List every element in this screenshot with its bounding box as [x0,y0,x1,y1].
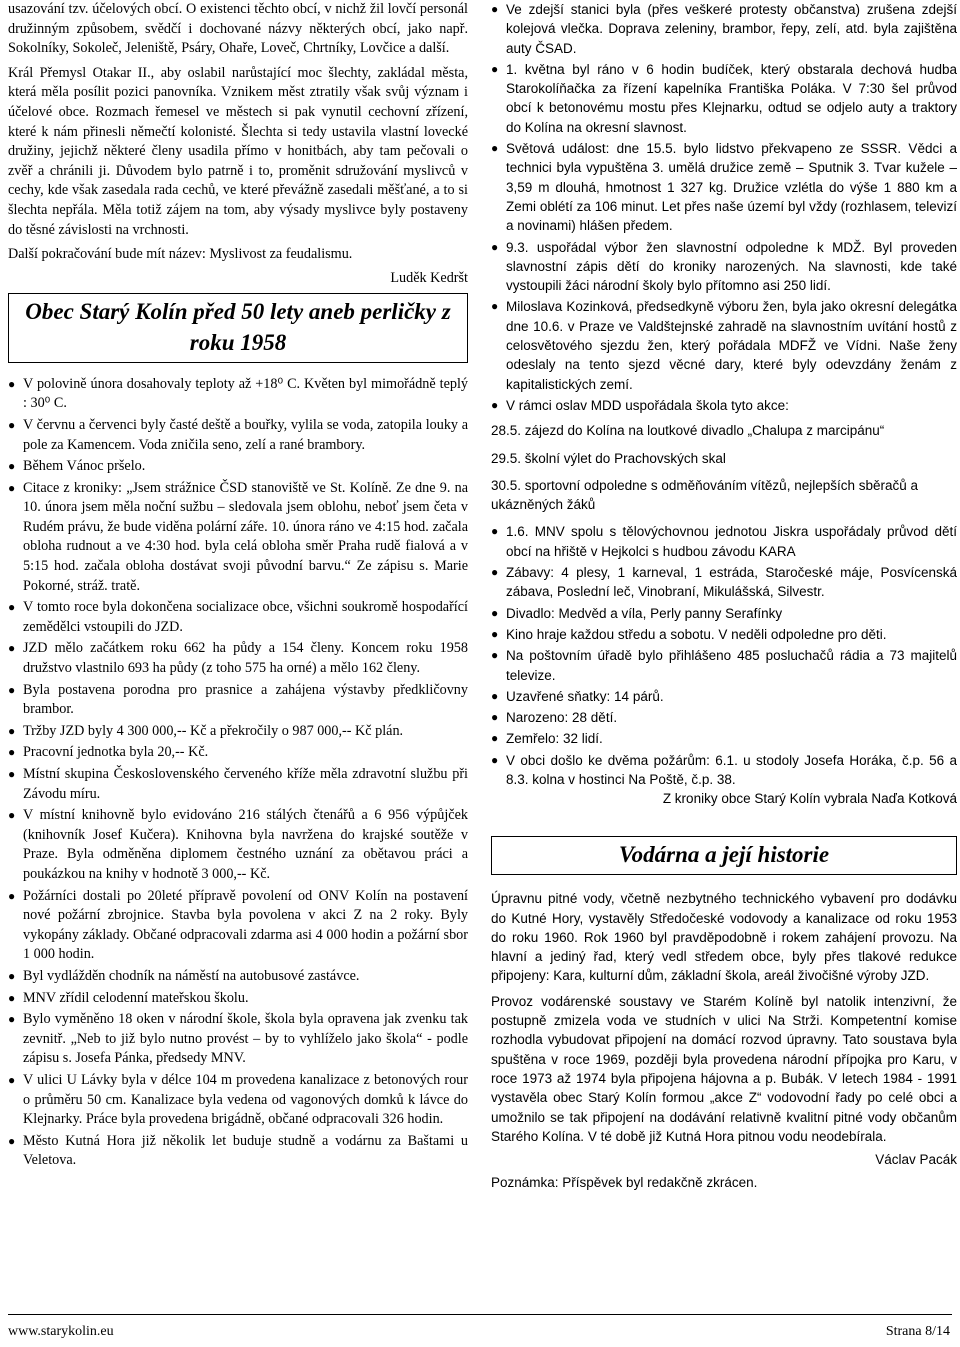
list-item: ● Uzavřené sňatky: 14 párů. [491,687,957,706]
page-number: Strana 8/14 [885,1324,950,1339]
article-paragraph: Provoz vodárenské soustavy ve Starém Kolíně byl natolik intenzivní, že postupně zmizela voda ve studních v ulici Na Strži. Kompetentní komise rozhodla vybudovat připojení na domácí rozvod úpravny. Tato soustava byla spuštěna v roce 1969, později byla provedena národní přípojka pro Karu, v roce 1973 až 1974 byla připojena hájovna a p. Bubák. V letech 1984 - 1991 vystavěla obec Starý Kolín formou „akce Z“ vodovodní řady po celé obci a umožnilo se tak připojení na dodávání relativně kvalitní pitné vody občanům Starého Kolína. V té době již Kutná Hora pitnou vodu neodebírala. [491,993,957,1144]
list-item: ● Na poštovním úřadě bylo přihlášeno 485 posluchačů rádia a 73 majitelů televize. [491,648,957,683]
bullet-icon: ● [8,808,16,823]
chronicle-credit: Z kroniky obce Starý Kolín vybrala Naďa Kotková [662,791,957,807]
bullet-icon: ● [491,731,499,746]
list-item: ● Byl vydlážděn chodník na náměstí na autobusové zastávce. [8,967,468,987]
bullet-icon: ● [8,417,16,432]
bullet-icon: ● [491,524,499,539]
list-item: ● Místní skupina Československého červeného kříže měla zdravotní službu při Závodu míru. [8,766,468,802]
right-column [491,0,957,1200]
bullet-icon: ● [491,141,499,156]
bullet-icon: ● [491,2,499,16]
list-item: ● Bylo vyměněno 18 oken v národní škole, škola byla opravena jak zvenku tak zevnitř. „Neb to již bylo nutno provést – by to vyhlíželo jako škola“ - podle zápisu s. Josefa Pánka, předsedy MNV. [8,1011,468,1067]
list-item: ● Ve zdejší stanici byla (přes veškeré protesty občanstva) zrušena zdejší kolejová vlečka. Doprava zeleniny, brambor, řepy, zelí, atd. byla zajištěna auty ČSAD. [491,2,957,56]
left-column [8,0,468,1173]
bullet-icon: ● [8,1072,16,1087]
article-title: Obec Starý Kolín před 50 lety aneb perličky z roku 1958 [8,293,468,363]
article-author: Luděk Kedršt [390,269,468,286]
bullet-icon: ● [491,397,499,412]
bullet-icon: ● [491,299,499,314]
bullet-icon: ● [491,710,499,725]
list-item: ● Zemřelo: 32 lidí. [491,729,957,748]
list-item: ● V ulici U Lávky byla v délce 104 m provedena kanalizace z betonových rour o průměru 50 cm. Kanalizace byla vedena od vagonových domků k lávce do Klejnarky. Práce byla provedena brigádně, občané odpracovali 326 hodin. [8,1071,468,1128]
list-item: ● Citace z kroniky: „Jsem strážnice ČSD stanoviště ve St. Kolíně. Ze dne 9. na 10. února jsem měla noční sužbu – sledovala jsem oblohu, neboť jsem četa v Rudém právu, že bude viděna polární záře. 10. února ráno ve 4:15 hod. začala obloha rudnout a ve 4:30 hod. byla celá obloha směr Praha rudě fialová a v 5:15 hod. začala obloha dostávat svoji původní barvu.“ Ze zápisu s. Marie Pokorné, stráž. tratě. [8,479,468,594]
chronicle-list [8,375,468,1171]
list-item: ● Kino hraje každou středu a sobotu. V neděli odpoledne pro děti. [491,625,957,644]
bullet-icon: ● [8,376,16,391]
mdd-event-line: 30.5. sportovní odpoledne s odměňováním vítězů, nejlepších sběračů a ukázněných žáků [491,477,919,513]
bullet-icon: ● [8,1133,16,1148]
list-item: ● V tomto roce byla dokončena socializace obce, všichni soukromě hospodařící zemědělci vstoupili do JZD. [8,599,468,635]
bullet-icon: ● [491,605,499,620]
mdd-event-line: 28.5. zájezd do Kolína na loutkové divadlo „Chalupa z marcipánu“ [491,423,885,439]
list-item: ● Miloslava Kozinková, předsedkyně výboru žen, byla jako okresní delegátka dne 10.6. v Praze ve Valdštejnské zahradě na slavnostním uvítání hostů z celosvětového sjezdu žen, který pořádala MDFŽ ve Vídni. Naše ženy odeslaly na tento sjezd věcné dary, které byly odevzdány ženám z kapitalistických zemí. [491,299,957,392]
bullet-icon: ● [491,752,499,767]
bullet-icon: ● [8,682,16,697]
mdd-event-line: 29.5. školní výlet do Prachovských skal [491,450,726,466]
list-item: ● MNV zřídil celodenní mateřskou školu. [8,989,468,1009]
chronicle-list-continued [491,522,957,789]
bullet-icon: ● [8,480,16,495]
bullet-icon: ● [8,641,16,656]
bullet-icon: ● [8,990,16,1005]
list-item: ● Požárníci dostali po 20leté přípravě povolení od ONV Kolín na postavení nové požární zbrojnice. Stavba byla povolena v akci Z na 2 roky. Byly vykopány základy. Občané odpracovali zdarma asi 4 000 hodin a požární sbor 1 000 hodin. [8,887,468,963]
article-paragraph: Úpravnu pitné vody, včetně nezbytného technického vybavení pro dodávku do Kutné Hory, vystavěly Středočeské vodovody a kanalizace od roku 1953 do roku 1960. Rok 1960 byl pravděpodobně i rokem zahájení provozu. Na hlavní a jediný řad, který vedl středem obce, byly přes tlakové redukce připojeny: Kara, kulturní dům, základní škola, areál živočišné výroby JZD. [491,891,957,984]
intro-paragraph: Král Přemysl Otakar II., aby oslabil narůstající moc šlechty, zakládal města, která měla posílit pozici panovníka. Vznikem měst ztratily však svůj význam i účelové obce. Rozmach řemesel ve městech si pak vynutil cechovní zřízení, které k nám přinesli němečtí kolonisté. Šlechta si tedy ustavila vlastní lovecké družiny, jejichž některé členy usadila přímo v honitbách, aby tam pečovali o zvěř a chránili ji. Důvodem bylo patrně i to, proměnit sdružování myslivců v cechy, kde však zasedala rada cechů, ve které převážně zasedali měšťané, a to si šlechta nepřála. Měla totiž zájem na tom, aby výsady myslivce byly postaveny do těsné závislosti na vrchnosti. [8,64,468,238]
bullet-icon: ● [8,767,16,781]
list-item: ● Divadlo: Medvěd a víla, Perly panny Serafínky [491,604,957,623]
bullet-icon: ● [8,745,16,760]
list-item: ● Tržby JZD byly 4 300 000,-- Kč a překročily o 987 000,-- Kč plán. [8,722,468,742]
bullet-icon: ● [8,888,16,903]
list-item: ● Pracovní jednotka byla 20,-- Kč. [8,743,468,763]
footer-divider [8,1314,952,1315]
bullet-icon: ● [8,968,16,983]
article-title: Vodárna a její historie [491,836,957,875]
bullet-icon: ● [491,648,499,663]
article-author: Václav Pacák [875,1152,957,1168]
list-item: ● 9.3. uspořádal výbor žen slavnostní odpoledne k MDŽ. Byl proveden slavnostní zápis dětí do kroniky narozených. Na slavnosti, kde také vystoupili žáci národní školy bylo přítomno asi 250 lidí. [491,239,957,294]
bullet-icon: ● [8,1012,16,1027]
list-item: ● Světová událost: dne 15.5. bylo lidstvo překvapeno ze SSSR. Vědci a technici byla vypuštěna 3. umělá družice země – Sputnik 3. Tvar kužele – 3,59 m dlouhá, hmotnost 1 327 kg. Družice vzlétla do výše 1 880 km a Zemi oblétí za 106 minut. Let přes naše území byl vždy (rozhlasem, televizí a novinami) hlášen předem. [491,141,957,234]
chronicle-list-continued [491,0,957,415]
editor-note: Poznámka: Příspěvek byl redakčně zkrácen. [491,1175,758,1191]
list-item: ● V červnu a červenci byly časté deště a bouřky, vylila se voda, zatopila louky a pole za Kamencem. Voda zničila seno, zelí a rané brambory. [8,416,468,453]
list-item: ● V rámci oslav MDD uspořádala škola tyto akce: [491,396,957,415]
list-item: ● Zábavy: 4 plesy, 1 karneval, 1 estráda, Staročeské máje, Posvícenská zábava, Poslední leč, Vinobraní, Mikulášská, Silvestr. [491,565,957,600]
list-item: ● JZD mělo začátkem roku 662 ha půdy a 154 členy. Koncem roku 1958 družstvo vlastnilo 693 ha půdy (z toho 575 ha orné) a mělo 162 členy. [8,640,468,677]
list-item: ● Byla postavena porodna pro prasnice a zahájena výstavby předkličovny brambor. [8,681,468,718]
intro-paragraph: Další pokračování bude mít název: Myslivost za feudalismu. [8,246,353,263]
bullet-icon: ● [491,61,499,76]
bullet-icon: ● [491,565,499,580]
list-item: ● V obci došlo ke dvěma požárům: 6.1. u stodoly Josefa Horáka, č.p. 56 a 8.3. kolna v hostinci Na Poště, č.p. 38. [491,752,957,787]
intro-paragraph: usazování tzv. účelových obcí. O existenci těchto obcí, v nichž žil lovčí personál družinným způsobem, svědčí i dochované názvy některých obcí, jako např. Sokolníky, Sokoleč, Jeleniště, Psáry, Ohaře, Loveč, Chrtníky, Lovčice a další. [8,1,468,57]
footer-website-link[interactable]: www.starykolin.eu [8,1324,114,1339]
bullet-icon: ● [8,459,16,474]
list-item: ● Během Vánoc pršelo. [8,457,468,477]
list-item: ● 1. května byl ráno v 6 hodin budíček, který obstarala dechová hudba Starokolíňačka za řízení kapelníka Františka Poláka. V 7:30 šel průvod obcí k betonovému mostu přes Klejnarku, odtud se odjelo auty a traktory do Kolína na okresní slavnost. [491,61,957,135]
list-item: ● Narozeno: 28 dětí. [491,708,957,727]
list-item: ● 1.6. MNV spolu s tělovýchovnou jednotou Jiskra uspořádaly průvod dětí obcí na hřiště v Hejkolci s hudbou závodu KARA [491,524,957,559]
list-item: ● V polovině února dosahovaly teploty až +18⁰ C. Květen byl mimořádně teplý : 30⁰ C. [8,375,468,412]
list-item: ● Město Kutná Hora již několik let buduje studně a vodárnu za Baštami u Veletova. [8,1132,468,1169]
bullet-icon: ● [491,626,499,641]
list-item: ● V místní knihovně bylo evidováno 216 stálých čtenářů a 6 956 výpůjček (knihovník Josef Kučera). Knihovna byla navržena do krajské soutěže v Praze. Byla odměněna diplomem čestného uznání za obětavou práci a poukázkou na knihy v hodnotě 3 000,-- Kč. [8,807,468,882]
bullet-icon: ● [491,239,499,254]
bullet-icon: ● [491,688,499,703]
bullet-icon: ● [8,600,16,615]
bullet-icon: ● [8,723,16,738]
